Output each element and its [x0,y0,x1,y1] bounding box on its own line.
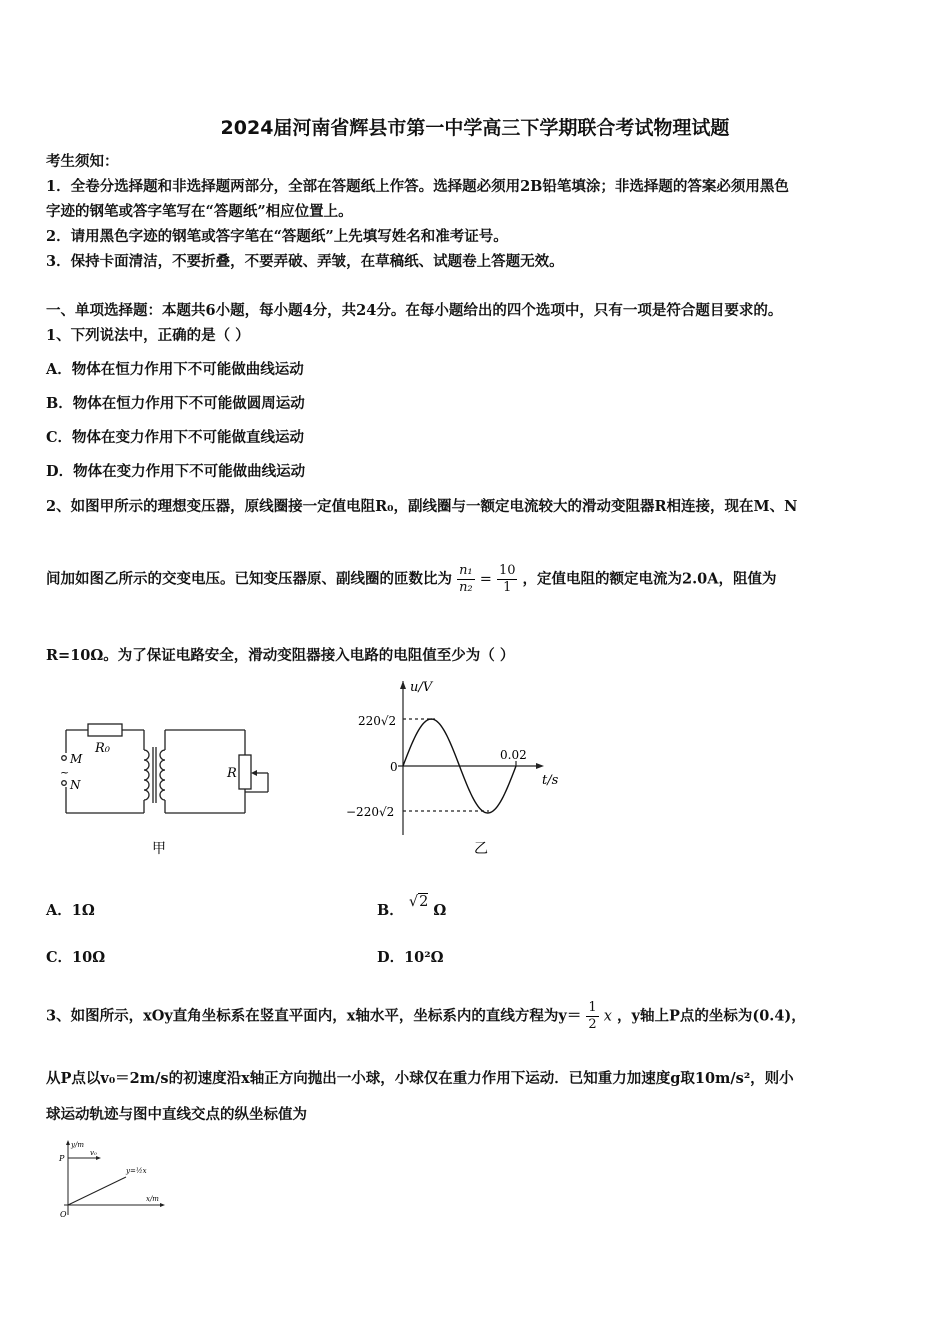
slope-fraction: $\frac{1}{2}$ [588,1000,597,1032]
line-equation-label: y=½x [126,1167,147,1175]
n-terminal-label: N [70,778,81,792]
figure-yi-caption: 乙 [474,841,488,857]
ratio-value-fraction: $\frac{10}{1}$ [498,563,516,595]
transformer-circuit-figure [52,715,292,860]
notice-item-2: 2．请用黑色字迹的钢笔或答字笔在“答题纸”上先填写姓名和准考证号。 [46,228,508,245]
q2-option-d: D．10²Ω [377,949,444,966]
notice-item-1a: 1．全卷分选择题和非选择题两部分，全部在答题纸上作答。选择题必须用2B铅笔填涂；非选择题的答案必须用黑色 [46,178,789,195]
m-terminal-label: M [70,752,83,766]
origin-label: 0 [390,760,398,774]
q2-line-2b: ，定值电阻的额定电流为2.0A，阻值为 [522,570,777,588]
q2-line-2a: 间加如图乙所示的交变电压。已知变压器原、副线圈的匝数比为 [46,570,452,588]
origin-label: O [60,1210,67,1219]
period-label: 0.02 [500,748,527,762]
r0-label: R₀ [95,741,110,756]
q1-stem: 1、下列说法中，正确的是（ ） [46,327,250,344]
section-heading: 一、单项选择题：本题共6小题，每小题4分，共24分。在每小题给出的四个选项中，只有一项是符合题目要求的。 [46,302,783,319]
v0-label: v₀ [90,1149,97,1157]
q1-option-b: B．物体在恒力作用下不可能做圆周运动 [46,395,305,412]
slider-arrow-icon [251,770,257,776]
notice-item-1b: 字迹的钢笔或答字笔写在“答题纸”相应位置上。 [46,203,353,220]
q1-option-d: D．物体在变力作用下不可能做曲线运动 [46,463,306,480]
q3-line-1: 3、如图所示，xOy直角坐标系在竖直平面内，x轴水平，坐标系内的直线方程为y＝ $\frac{1}{2}$ x ，y轴上P点的坐标为(0.4)， [46,1000,806,1032]
y-axis-arrow-icon [66,1140,70,1145]
q1-option-a: A．物体在恒力作用下不可能做曲线运动 [46,361,304,378]
r-label: R [227,766,237,781]
q2-line-1: 2、如图甲所示的理想变压器，原线圈接一定值电阻R₀，副线圈与一额定电流较大的滑动变阻器R相连接，现在M、N [46,498,798,515]
q1-option-c: C．物体在变力作用下不可能做直线运动 [46,429,305,446]
q2-line-2: 间加如图乙所示的交变电压。已知变压器原、副线圈的匝数比为 $\frac{\text{n₁}}{\text{n₂}}$ = $\frac{10}{1}$ ，定值电阻的额定电流为2.0A，阻值为 [46,563,777,595]
x-axis-arrow-icon [536,763,544,769]
x-axis-label: x/m [146,1195,159,1203]
notice-item-3: 3．保持卡面清洁，不要折叠，不要弄破、弄皱，在草稿纸、试题卷上答题无效。 [46,253,564,270]
voltage-graph-figure [340,675,580,860]
q3-line-2: 从P点以v₀＝2m/s的初速度沿x轴正方向抛出一小球，小球仅在重力作用下运动．已知重力加速度g取10m/s²，则小 [46,1070,794,1087]
x-axis-arrow-icon [160,1203,165,1207]
u-axis-label: u/V [410,680,433,695]
ymax-label: 220√2 [358,714,397,728]
q3-line-1b: ，y轴上P点的坐标为(0.4)， [617,1007,806,1025]
ac-source-label: ~ [60,766,70,779]
q2-option-a: A．1Ω [46,902,95,919]
notice-heading: 考生须知： [46,153,119,170]
t-axis-label: t/s [542,773,559,788]
q3-line-3: 球运动轨迹与图中直线交点的纵坐标值为 [46,1106,307,1123]
y-axis-arrow-icon [400,681,406,689]
coordinate-system-figure [54,1135,174,1225]
q2-option-c: C．10Ω [46,949,106,966]
figure-jia-caption: 甲 [152,841,166,857]
q3-line-1a: 3、如图所示，xOy直角坐标系在竖直平面内，x轴水平，坐标系内的直线方程为y＝ [46,1007,582,1025]
sqrt-radicand: 2 [419,894,429,910]
turns-ratio-fraction: $\frac{\text{n₁}}{\text{n₂}}$ [459,563,473,595]
y-axis-label: y/m [71,1141,84,1149]
q2-line-3: R=10Ω。为了保证电路安全，滑动变阻器接入电路的电阻值至少为（ ） [46,647,515,664]
ymin-label: −220√2 [346,805,395,819]
p-point-label: P [59,1154,65,1163]
page-title: 2024届河南省辉县市第一中学高三下学期联合考试物理试题 [220,117,730,139]
q2-option-b: B． √2 Ω [377,894,447,919]
